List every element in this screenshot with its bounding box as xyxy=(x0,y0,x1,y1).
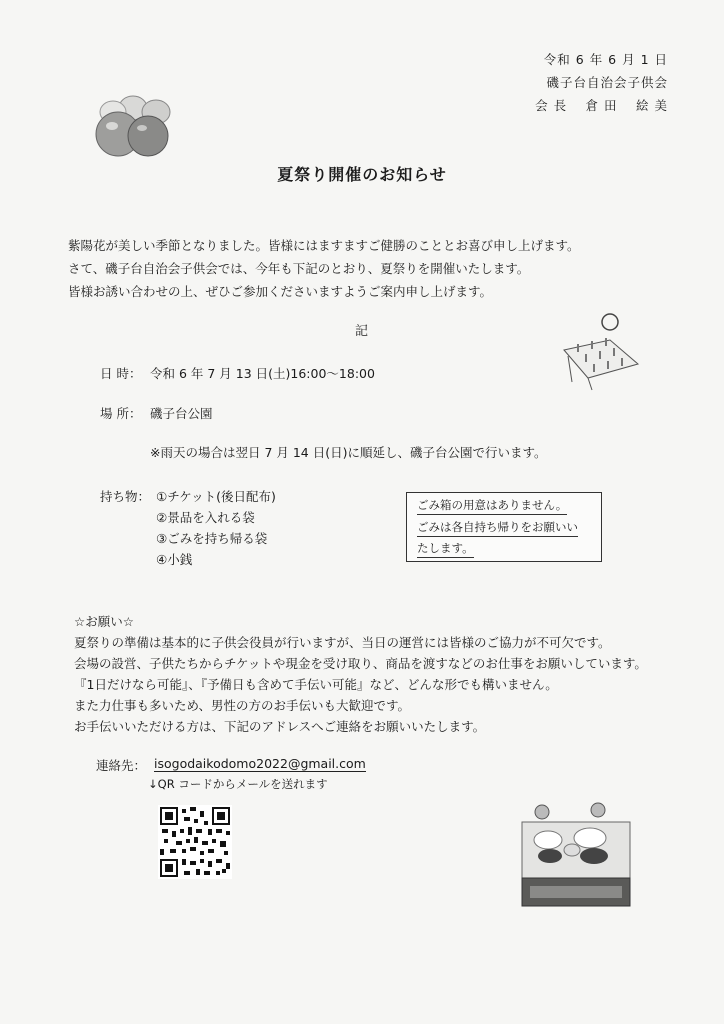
page-title: 夏祭り開催のお知らせ xyxy=(277,165,447,184)
organization-name: 磯子台自治会子供会 xyxy=(546,75,668,90)
ki-heading: 記 xyxy=(355,324,369,339)
item-3: ③ごみを持ち帰る袋 xyxy=(156,531,268,546)
trash-note-line-3: たします。 xyxy=(417,540,474,558)
document-date: 令和 6 年 6 月 1 日 xyxy=(543,52,668,67)
request-line-5: お手伝いいただける方は、下記のアドレスへご連絡をお願いいたします。 xyxy=(74,719,486,734)
intro-line-1: 紫陽花が美しい季節となりました。皆様にはますますご健勝のこととお喜び申し上げます。 xyxy=(68,238,580,253)
president-name: 会 長 倉 田 絵 美 xyxy=(535,98,668,113)
request-line-2: 会場の設営、子供たちからチケットや現金を受け取り、商品を渡すなどのお仕事をお願いしています。 xyxy=(74,656,647,671)
place-label: 場 所： xyxy=(100,406,142,421)
qr-code[interactable] xyxy=(158,805,232,879)
item-2: ②景品を入れる袋 xyxy=(156,510,255,525)
intro-line-2: さて、磯子台自治会子供会では、今年も下記のとおり、夏祭りを開催いたします。 xyxy=(68,261,530,276)
fruit-illustration xyxy=(78,88,188,158)
trash-note-box xyxy=(406,492,602,562)
datetime-label: 日 時： xyxy=(100,366,142,381)
rain-note: ※雨天の場合は翌日 7 月 14 日(日)に順延し、磯子台公園で行います。 xyxy=(150,445,547,460)
place-value: 磯子台公園 xyxy=(150,406,213,421)
qr-note: ↓QR コードからメールを送れます xyxy=(148,777,328,791)
item-4: ④小銭 xyxy=(156,552,193,567)
intro-line-3: 皆様お誘い合わせの上、ぜひご参加くださいますようご案内申し上げます。 xyxy=(68,284,493,299)
ring-toss-illustration xyxy=(558,312,642,392)
trash-note-line-2: ごみは各自持ち帰りをお願いい xyxy=(417,519,578,537)
request-line-4: また力仕事も多いため、男性の方のお手伝いも大歓迎です。 xyxy=(74,698,411,713)
contact-email[interactable]: isogodaikodomo2022@gmail.com xyxy=(154,756,366,771)
request-heading: ☆お願い☆ xyxy=(74,614,134,629)
item-1: ①チケット(後日配布) xyxy=(156,489,276,504)
request-line-3: 『1日だけなら可能』、『予備日も含めて手伝い可能』など、どんな形でも構いません。 xyxy=(74,677,558,692)
food-stall-illustration xyxy=(520,800,632,910)
request-line-1: 夏祭りの準備は基本的に子供会役員が行いますが、当日の運営には皆様のご協力が不可欠です。 xyxy=(74,635,611,650)
items-label: 持ち物： xyxy=(100,489,151,504)
contact-label: 連絡先： xyxy=(96,758,147,773)
trash-note-line-1: ごみ箱の用意はありません。 xyxy=(417,497,567,515)
datetime-value: 令和 6 年 7 月 13 日(土)16:00～18:00 xyxy=(150,366,375,381)
